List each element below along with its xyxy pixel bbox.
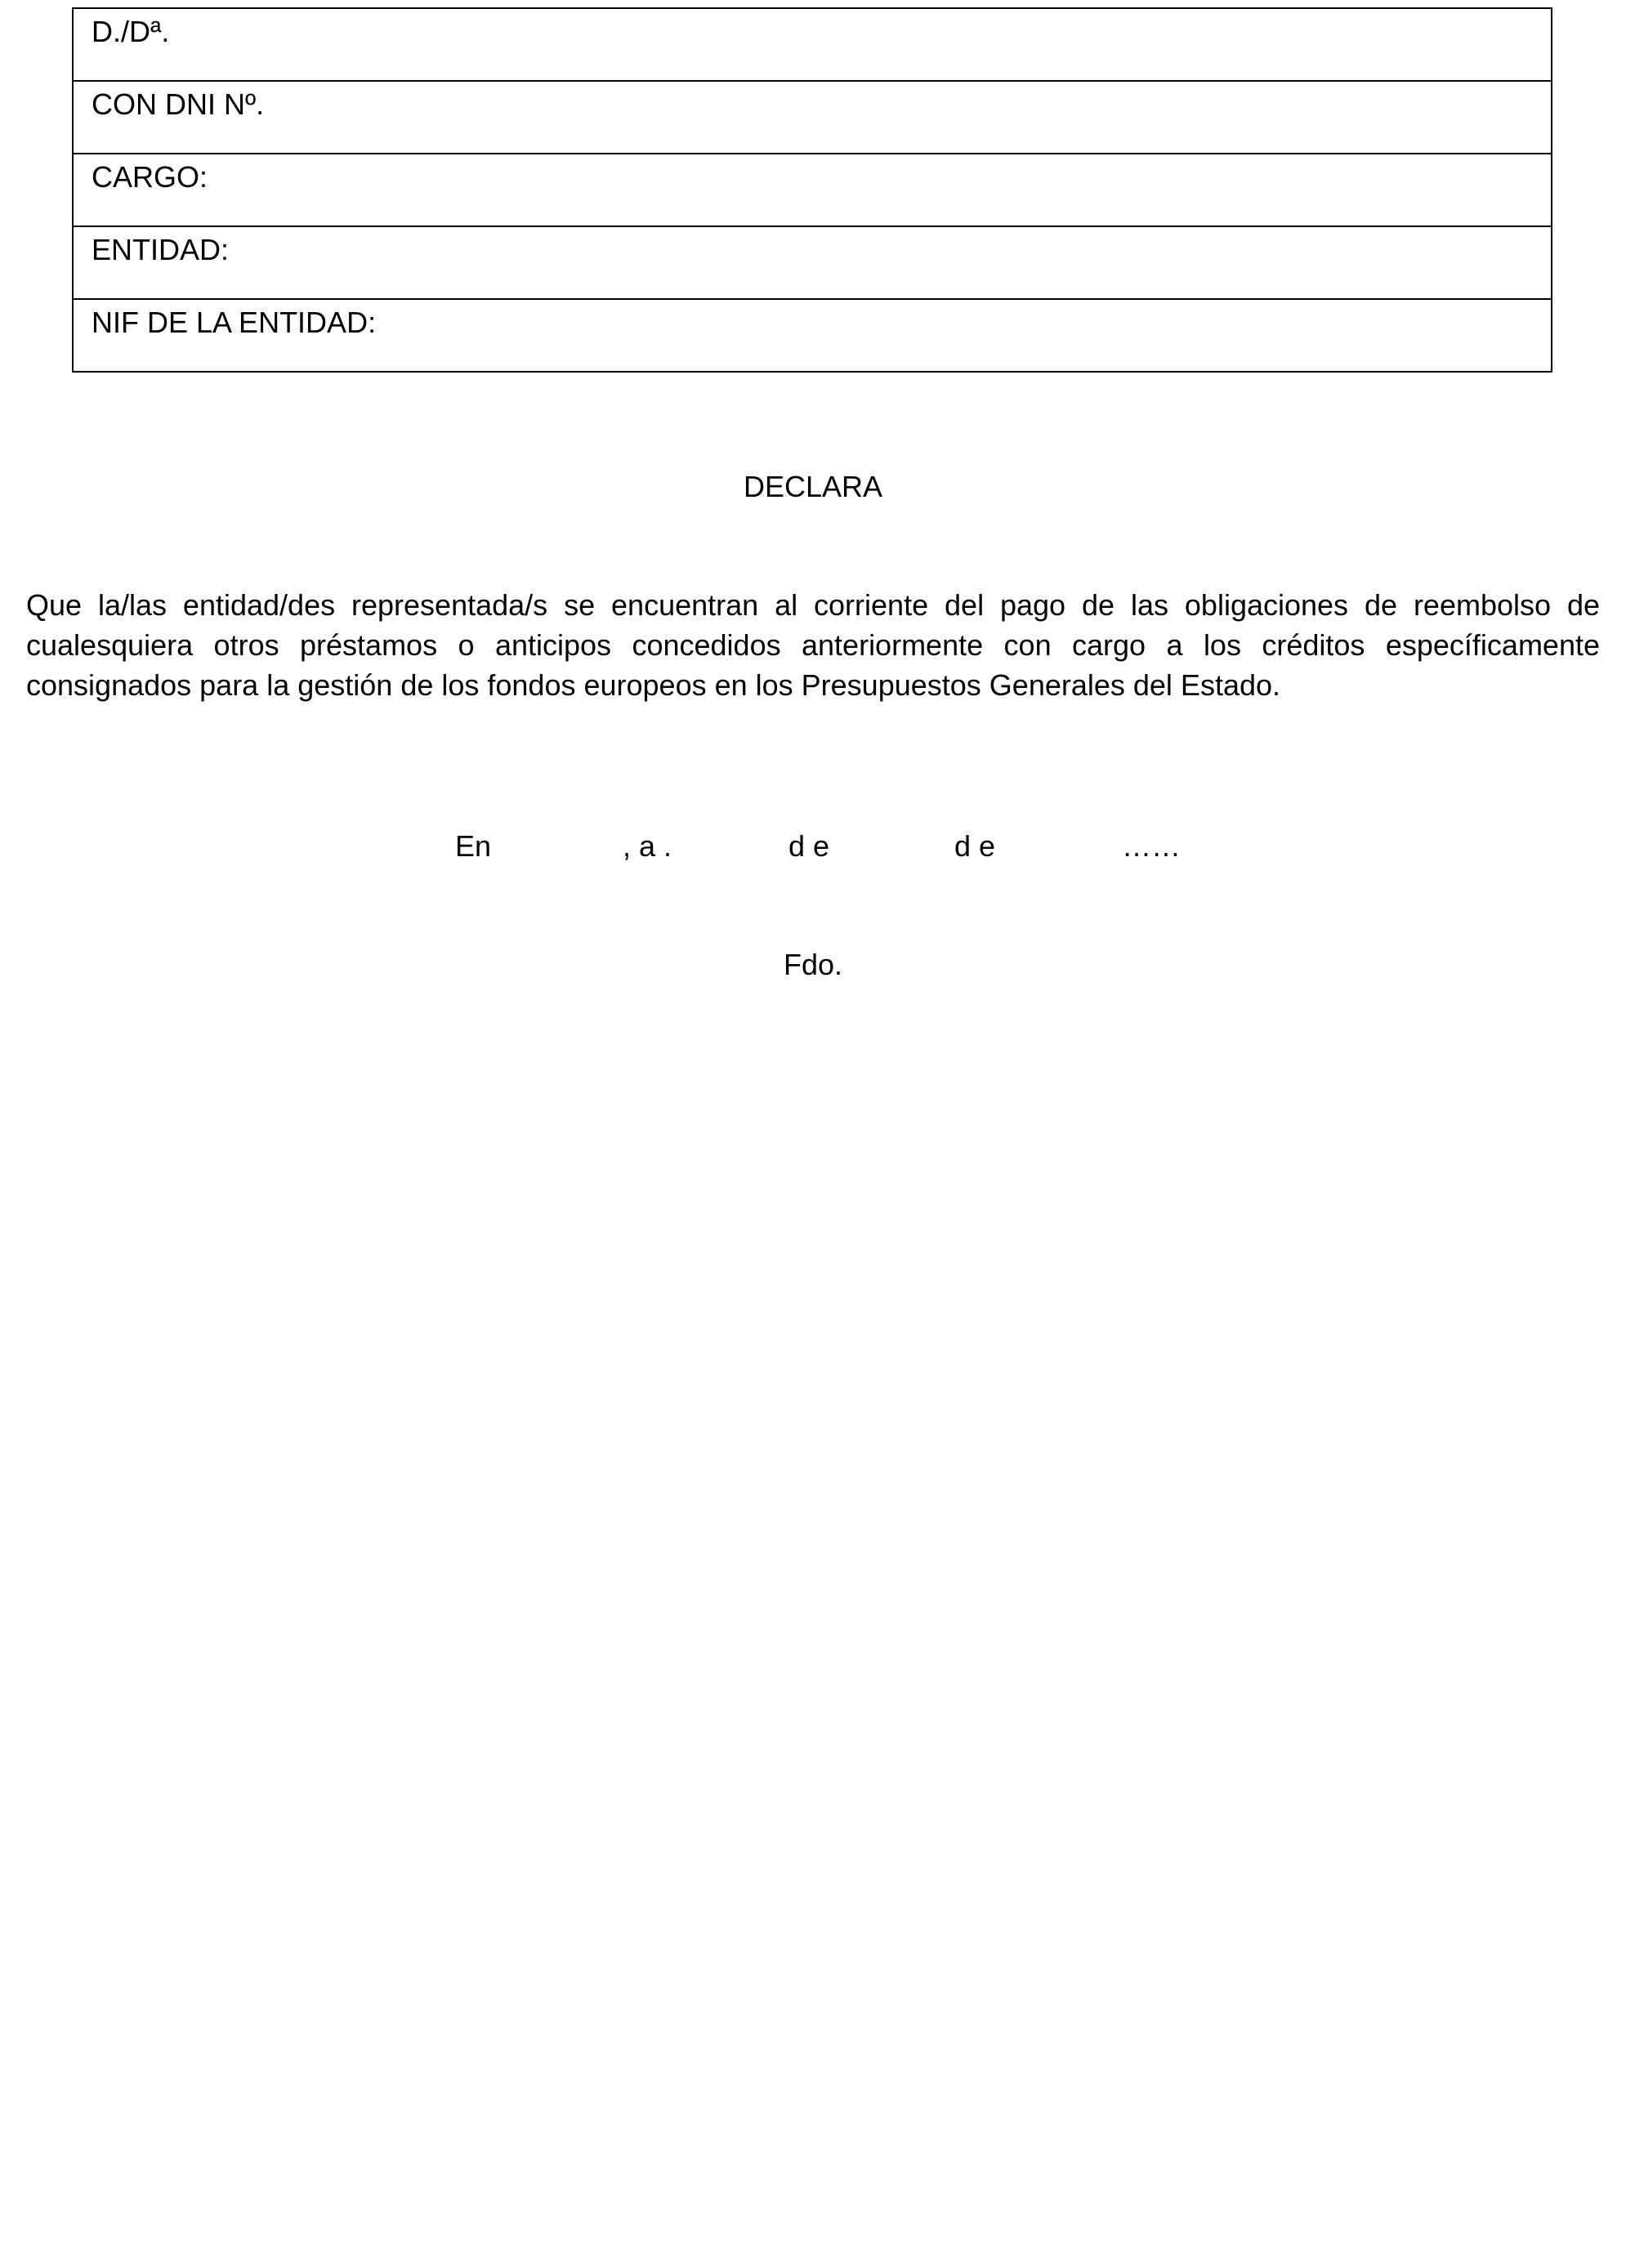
date-year-placeholder: …… <box>1122 829 1181 863</box>
date-de-label-2: d e <box>954 829 996 863</box>
identification-table <box>72 7 1552 373</box>
table-row <box>73 299 1552 372</box>
date-a-label: , a . <box>623 829 672 863</box>
table-row <box>73 81 1552 154</box>
signature-label: Fdo. <box>783 948 843 981</box>
declaration-heading: DECLARA <box>743 470 883 503</box>
table-row <box>73 8 1552 81</box>
entidad-field[interactable]: ENTIDAD: <box>73 226 1552 299</box>
dni-field[interactable]: CON DNI Nº. <box>73 81 1552 154</box>
declaration-paragraph: Que la/las entidad/des representada/s se encuentran al corriente del pago de las obligaciones de reembolso de cualesquiera otros préstamos o anticipos concedidos anteriormente con cargo a los créditos específicamente consignados para la gestión de los fondos europeos en los Presupuestos Generales del Estado. <box>26 588 1600 702</box>
place-date-line <box>0 827 1626 868</box>
table-row <box>73 226 1552 299</box>
name-field[interactable]: D./Dª. <box>73 8 1552 81</box>
date-de-label-1: d e <box>788 829 830 863</box>
date-en-label: En <box>455 829 492 863</box>
nif-entidad-field[interactable]: NIF DE LA ENTIDAD: <box>73 299 1552 372</box>
table-row <box>73 154 1552 226</box>
cargo-field[interactable]: CARGO: <box>73 154 1552 226</box>
